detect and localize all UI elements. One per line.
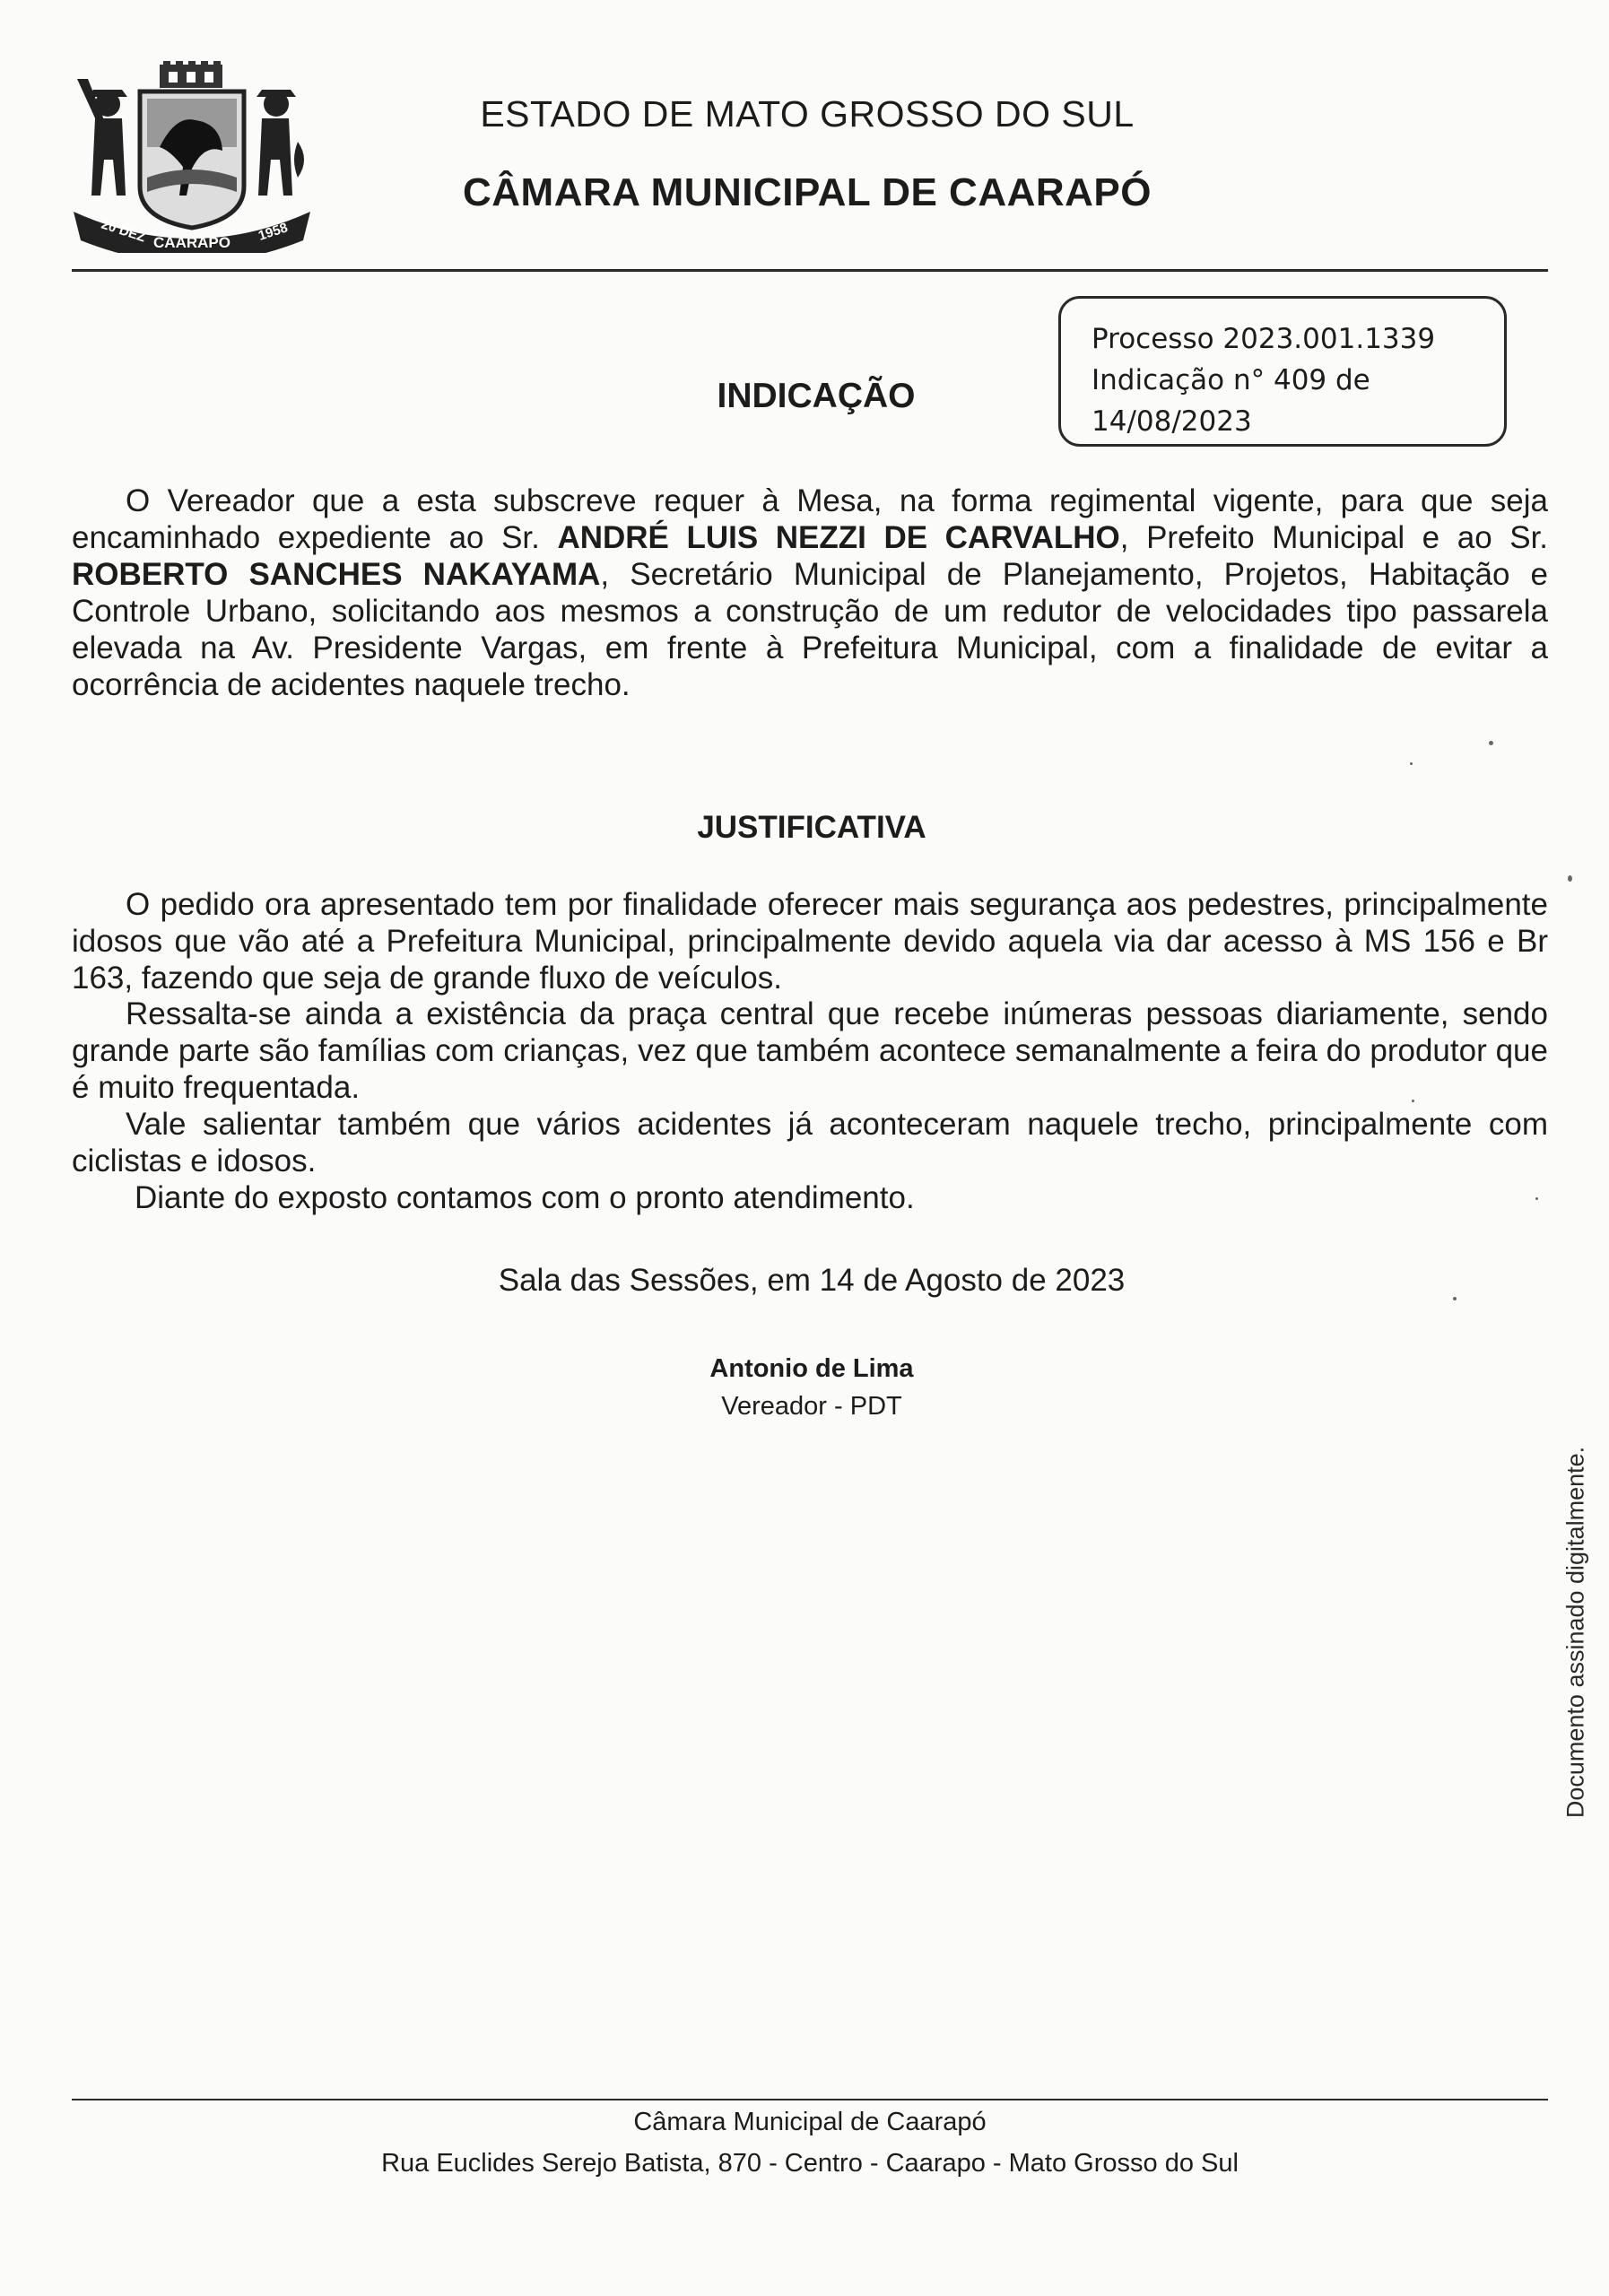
process-number: Processo 2023.001.1339	[1092, 323, 1436, 355]
document-title: INDICAÇÃO	[717, 377, 916, 415]
secretary-name: ROBERTO SANCHES NAKAYAMA	[72, 557, 601, 592]
mayor-name: ANDRÉ LUIS NEZZI DE CARVALHO	[557, 520, 1120, 555]
scan-speck	[1453, 1297, 1457, 1300]
crest-ribbon-center: CAARAPÓ	[153, 234, 230, 251]
footer-institution: Câmara Municipal de Caarapó	[633, 2108, 987, 2136]
scan-speck	[1412, 1100, 1414, 1102]
session-date-line: Sala das Sessões, em 14 de Agosto de 2023	[498, 1263, 1126, 1298]
scan-speck	[1410, 762, 1413, 765]
request-paragraph	[72, 483, 1548, 703]
process-stamp	[1058, 296, 1507, 447]
signer-role: Vereador - PDT	[721, 1392, 902, 1421]
scan-speck	[1535, 1197, 1538, 1200]
indication-date: 14/08/2023	[1092, 405, 1252, 438]
justification-paragraph-1: O pedido ora apresentado tem por finalidade oferecer mais segurança aos pedestres, principalmente idosos que vão até a Prefeitura Municipal, principalmente devido aquela via dar acesso à MS 156 e Br 163, fazendo que seja de grande fluxo de veículos.	[72, 887, 1548, 996]
crest-ribbon-left: 20 DEZ	[99, 216, 148, 246]
scan-speck	[1568, 875, 1572, 882]
request-text-1: O Vereador que a esta subscreve requer à Mesa, na forma regimental vigente, para que seja encaminhado expediente ao Sr.	[72, 483, 1548, 555]
chamber-heading: CÂMARA MUNICIPAL DE CAARAPÓ	[462, 170, 1152, 214]
request-text-3: , Secretário Municipal de Planejamento, Projetos, Habitação e Controle Urbano, solicitando aos mesmos a construção de um redutor de velocidades tipo passarela elevada na Av. Presidente Vargas, em frente à Prefeitura Municipal, com a finalidade de evitar a ocorrência de acidentes naquele trecho.	[72, 557, 1549, 702]
indication-number: Indicação n° 409 de	[1092, 364, 1370, 396]
justification-paragraph-2: Ressalta-se ainda a existência da praça central que recebe inúmeras pessoas diariamente, sendo grande parte são famílias com crianças, vez que também acontece semanalmente a feira do produtor que é muito frequentada.	[72, 996, 1548, 1105]
coat-of-arms-icon	[70, 61, 314, 253]
footer-divider	[72, 2099, 1548, 2100]
justification-title: JUSTIFICATIVA	[697, 810, 926, 845]
state-heading: ESTADO DE MATO GROSSO DO SUL	[480, 93, 1135, 135]
closing-paragraph: Diante do exposto contamos com o pronto atendimento.	[135, 1180, 915, 1215]
digital-signature-note: Documento assinado digitalmente.	[1561, 1446, 1589, 1819]
request-text-2: , Prefeito Municipal e ao Sr.	[1119, 520, 1549, 555]
crest-ribbon-right: 1958	[256, 220, 290, 244]
justification-paragraph-3: Vale salientar também que vários acidentes já aconteceram naquele trecho, principalmente com ciclistas e idosos.	[72, 1107, 1548, 1178]
signer-name: Antonio de Lima	[709, 1354, 914, 1383]
header-divider	[72, 269, 1548, 272]
footer-address: Rua Euclides Serejo Batista, 870 - Centro - Caarapo - Mato Grosso do Sul	[381, 2149, 1239, 2178]
scan-speck	[1489, 741, 1493, 745]
